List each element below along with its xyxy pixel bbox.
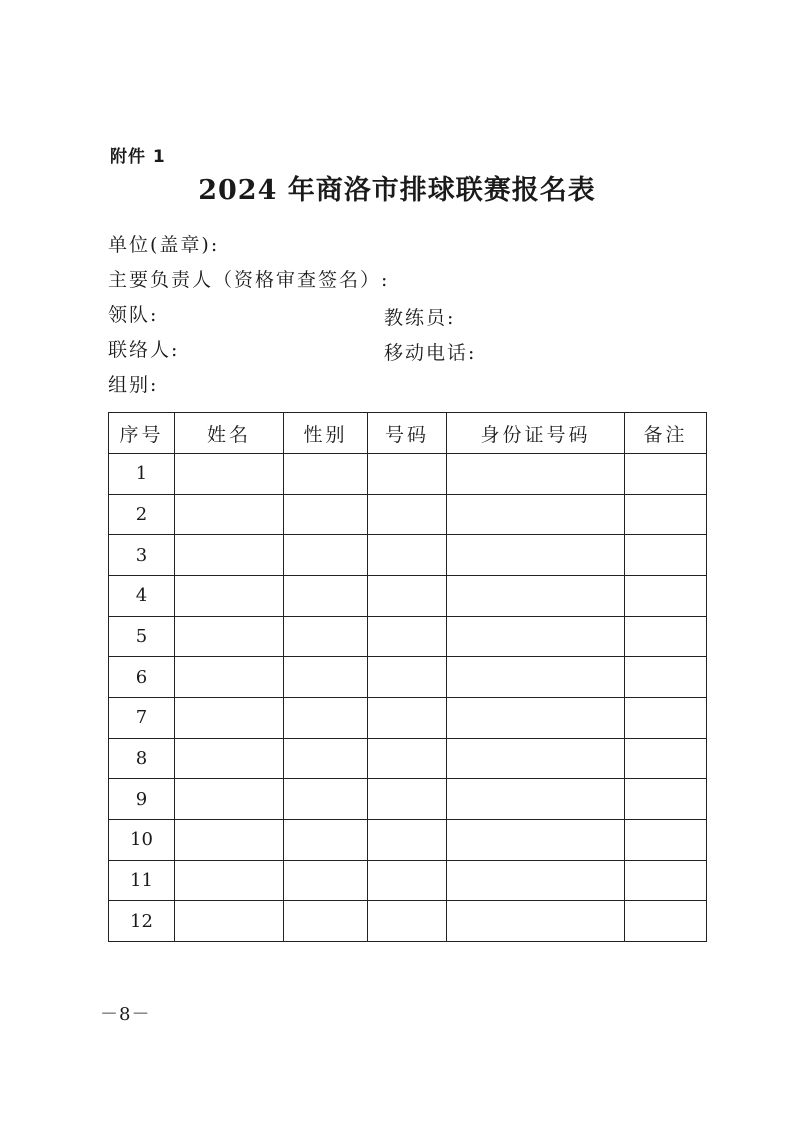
group-field-label: 组别: bbox=[108, 374, 159, 396]
name-cell[interactable] bbox=[175, 697, 284, 738]
jersey-number-cell[interactable] bbox=[368, 860, 447, 901]
id-number-cell[interactable] bbox=[447, 860, 625, 901]
jersey-number-cell[interactable] bbox=[368, 575, 447, 616]
id-number-cell[interactable] bbox=[447, 494, 625, 535]
unit-field-label: 单位(盖章): bbox=[108, 234, 220, 256]
table-row bbox=[109, 738, 707, 779]
page-number: －8－ bbox=[100, 1004, 151, 1025]
gender-cell[interactable] bbox=[284, 657, 368, 698]
column-header-id-number: 身份证号码 bbox=[447, 413, 625, 454]
id-number-cell[interactable] bbox=[447, 738, 625, 779]
row-serial-number: 11 bbox=[109, 860, 175, 901]
row-serial-number: 8 bbox=[109, 738, 175, 779]
gender-cell[interactable] bbox=[284, 738, 368, 779]
table-row bbox=[109, 819, 707, 860]
id-number-cell[interactable] bbox=[447, 616, 625, 657]
principal-field-label: 主要负责人（资格审查签名）: bbox=[108, 269, 390, 291]
table-row bbox=[109, 901, 707, 942]
contact-field-label: 联络人: bbox=[108, 339, 180, 361]
jersey-number-cell[interactable] bbox=[368, 697, 447, 738]
jersey-number-cell[interactable] bbox=[368, 657, 447, 698]
name-cell[interactable] bbox=[175, 454, 284, 495]
row-serial-number: 4 bbox=[109, 575, 175, 616]
table-row bbox=[109, 494, 707, 535]
id-number-cell[interactable] bbox=[447, 657, 625, 698]
remarks-cell[interactable] bbox=[625, 494, 707, 535]
row-serial-number: 6 bbox=[109, 657, 175, 698]
row-serial-number: 3 bbox=[109, 535, 175, 576]
remarks-cell[interactable] bbox=[625, 697, 707, 738]
id-number-cell[interactable] bbox=[447, 819, 625, 860]
id-number-cell[interactable] bbox=[447, 901, 625, 942]
remarks-cell[interactable] bbox=[625, 738, 707, 779]
gender-cell[interactable] bbox=[284, 819, 368, 860]
gender-cell[interactable] bbox=[284, 494, 368, 535]
remarks-cell[interactable] bbox=[625, 454, 707, 495]
name-cell[interactable] bbox=[175, 535, 284, 576]
table-row bbox=[109, 535, 707, 576]
jersey-number-cell[interactable] bbox=[368, 901, 447, 942]
gender-cell[interactable] bbox=[284, 454, 368, 495]
coach-field-label: 教练员: bbox=[384, 307, 456, 329]
name-cell[interactable] bbox=[175, 860, 284, 901]
column-header-gender: 性别 bbox=[284, 413, 368, 454]
name-cell[interactable] bbox=[175, 575, 284, 616]
jersey-number-cell[interactable] bbox=[368, 616, 447, 657]
table-row bbox=[109, 697, 707, 738]
attachment-label: 附件 1 bbox=[110, 147, 166, 167]
jersey-number-cell[interactable] bbox=[368, 535, 447, 576]
gender-cell[interactable] bbox=[284, 901, 368, 942]
name-cell[interactable] bbox=[175, 616, 284, 657]
column-header-name: 姓名 bbox=[175, 413, 284, 454]
table-row bbox=[109, 657, 707, 698]
column-header-jersey-number: 号码 bbox=[368, 413, 447, 454]
team-leader-field-label: 领队: bbox=[108, 304, 159, 326]
form-title: 2024 年商洛市排球联赛报名表 bbox=[198, 175, 596, 206]
remarks-cell[interactable] bbox=[625, 657, 707, 698]
row-serial-number: 1 bbox=[109, 454, 175, 495]
remarks-cell[interactable] bbox=[625, 819, 707, 860]
id-number-cell[interactable] bbox=[447, 779, 625, 820]
table-row bbox=[109, 860, 707, 901]
remarks-cell[interactable] bbox=[625, 616, 707, 657]
jersey-number-cell[interactable] bbox=[368, 454, 447, 495]
name-cell[interactable] bbox=[175, 494, 284, 535]
column-header-remarks: 备注 bbox=[625, 413, 707, 454]
table-header-row bbox=[109, 413, 707, 454]
mobile-field-label: 移动电话: bbox=[384, 342, 477, 364]
row-serial-number: 7 bbox=[109, 697, 175, 738]
remarks-cell[interactable] bbox=[625, 901, 707, 942]
registration-table bbox=[108, 412, 707, 942]
gender-cell[interactable] bbox=[284, 779, 368, 820]
name-cell[interactable] bbox=[175, 738, 284, 779]
jersey-number-cell[interactable] bbox=[368, 738, 447, 779]
jersey-number-cell[interactable] bbox=[368, 494, 447, 535]
name-cell[interactable] bbox=[175, 901, 284, 942]
id-number-cell[interactable] bbox=[447, 535, 625, 576]
row-serial-number: 2 bbox=[109, 494, 175, 535]
remarks-cell[interactable] bbox=[625, 575, 707, 616]
jersey-number-cell[interactable] bbox=[368, 819, 447, 860]
jersey-number-cell[interactable] bbox=[368, 779, 447, 820]
name-cell[interactable] bbox=[175, 819, 284, 860]
gender-cell[interactable] bbox=[284, 616, 368, 657]
table-row bbox=[109, 779, 707, 820]
table-body bbox=[109, 454, 707, 942]
id-number-cell[interactable] bbox=[447, 454, 625, 495]
name-cell[interactable] bbox=[175, 657, 284, 698]
table-row bbox=[109, 575, 707, 616]
gender-cell[interactable] bbox=[284, 535, 368, 576]
id-number-cell[interactable] bbox=[447, 697, 625, 738]
table-row bbox=[109, 616, 707, 657]
id-number-cell[interactable] bbox=[447, 575, 625, 616]
remarks-cell[interactable] bbox=[625, 779, 707, 820]
remarks-cell[interactable] bbox=[625, 860, 707, 901]
row-serial-number: 12 bbox=[109, 901, 175, 942]
remarks-cell[interactable] bbox=[625, 535, 707, 576]
row-serial-number: 9 bbox=[109, 779, 175, 820]
table-row bbox=[109, 454, 707, 495]
row-serial-number: 5 bbox=[109, 616, 175, 657]
gender-cell[interactable] bbox=[284, 697, 368, 738]
column-header-serial: 序号 bbox=[109, 413, 175, 454]
name-cell[interactable] bbox=[175, 779, 284, 820]
gender-cell[interactable] bbox=[284, 575, 368, 616]
row-serial-number: 10 bbox=[109, 819, 175, 860]
gender-cell[interactable] bbox=[284, 860, 368, 901]
